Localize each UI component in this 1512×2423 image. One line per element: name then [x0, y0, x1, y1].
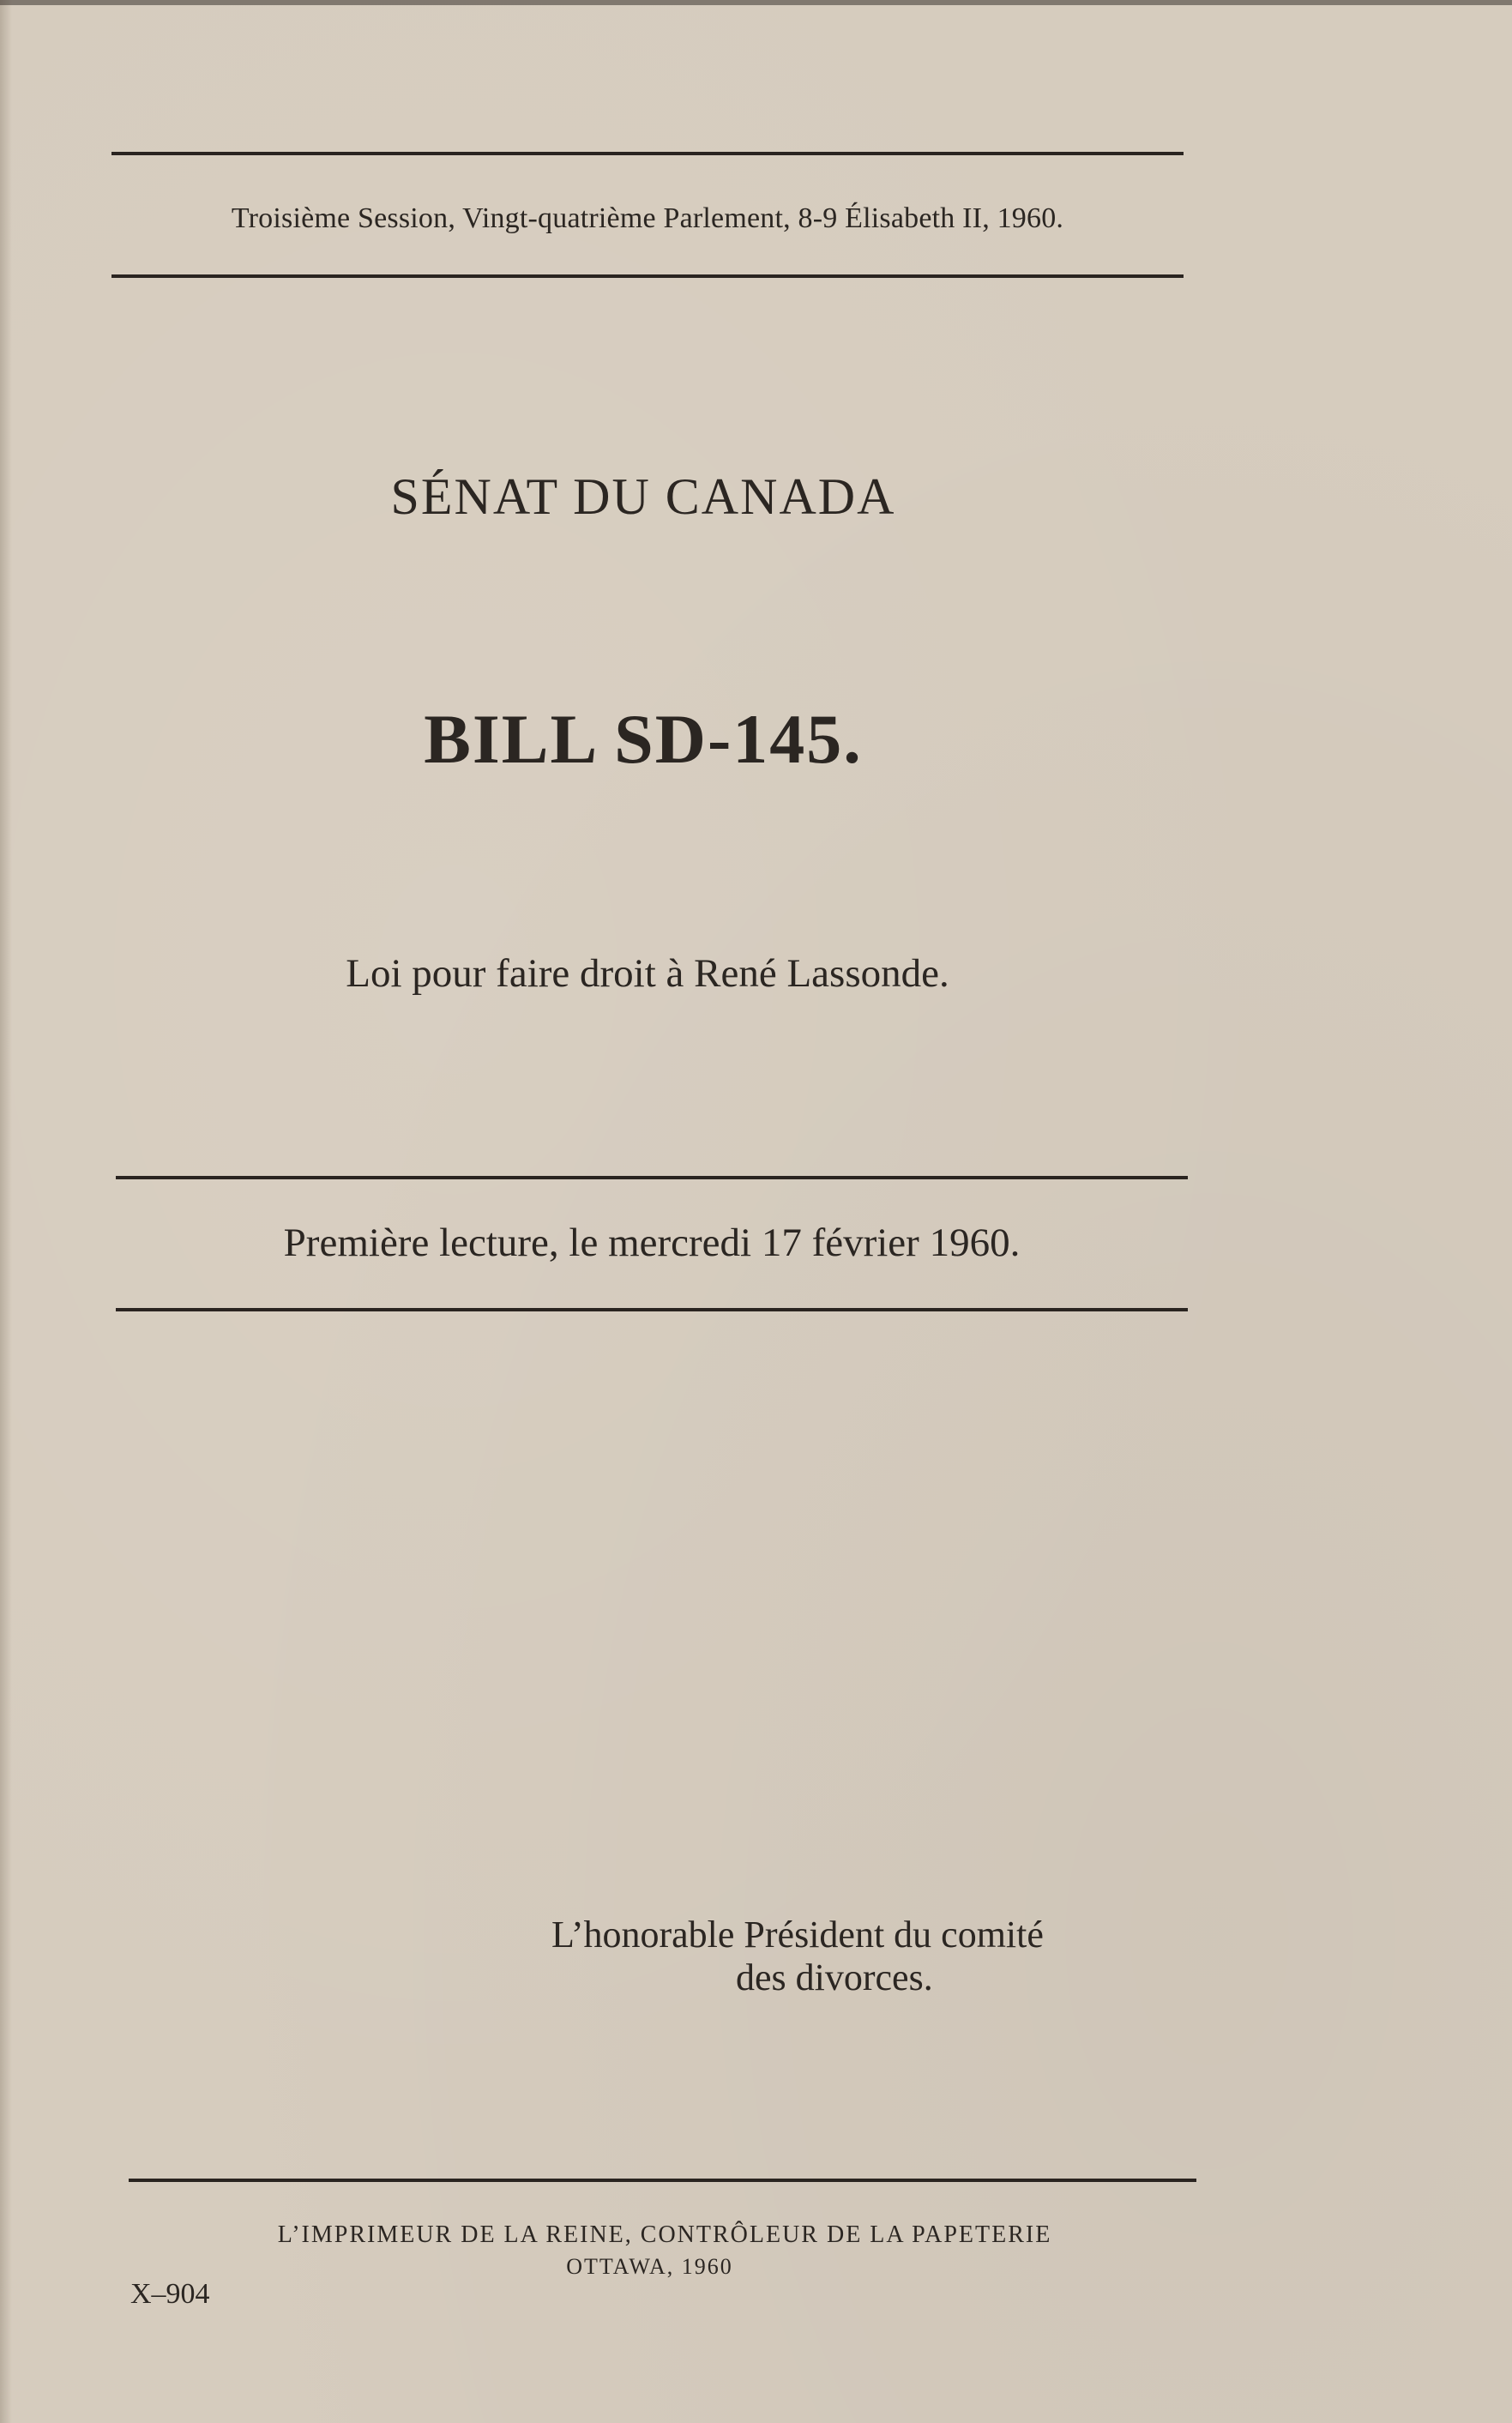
printer-city-year: OTTAWA, 1960 — [566, 2254, 733, 2279]
senate-title: SÉNAT DU CANADA — [390, 468, 896, 525]
catalog-number: X–904 — [130, 2278, 210, 2310]
header-bottom-rule — [111, 274, 1184, 278]
reading-bottom-rule — [116, 1308, 1188, 1311]
reading-top-rule — [116, 1176, 1188, 1179]
printer-line: L’IMPRIMEUR DE LA REINE, CONTRÔLEUR DE LA PAPETERIE — [277, 2221, 1052, 2248]
bill-number: BILL SD-145. — [424, 700, 863, 778]
bill-title: Loi pour faire droit à René Lassonde. — [346, 951, 949, 996]
sponsor-line-2: des divorces. — [736, 1956, 933, 1998]
page-top-edge — [0, 0, 1512, 5]
first-reading-line: Première lecture, le mercredi 17 février 1960. — [283, 1221, 1021, 1265]
page-left-edge — [0, 0, 12, 2423]
session-line: Troisième Session, Vingt-quatrième Parlement, 8-9 Élisabeth II, 1960. — [231, 202, 1064, 234]
footer-rule — [129, 2179, 1196, 2182]
header-top-rule — [111, 152, 1184, 155]
sponsor-line-1: L’honorable Président du comité — [551, 1914, 1044, 1956]
